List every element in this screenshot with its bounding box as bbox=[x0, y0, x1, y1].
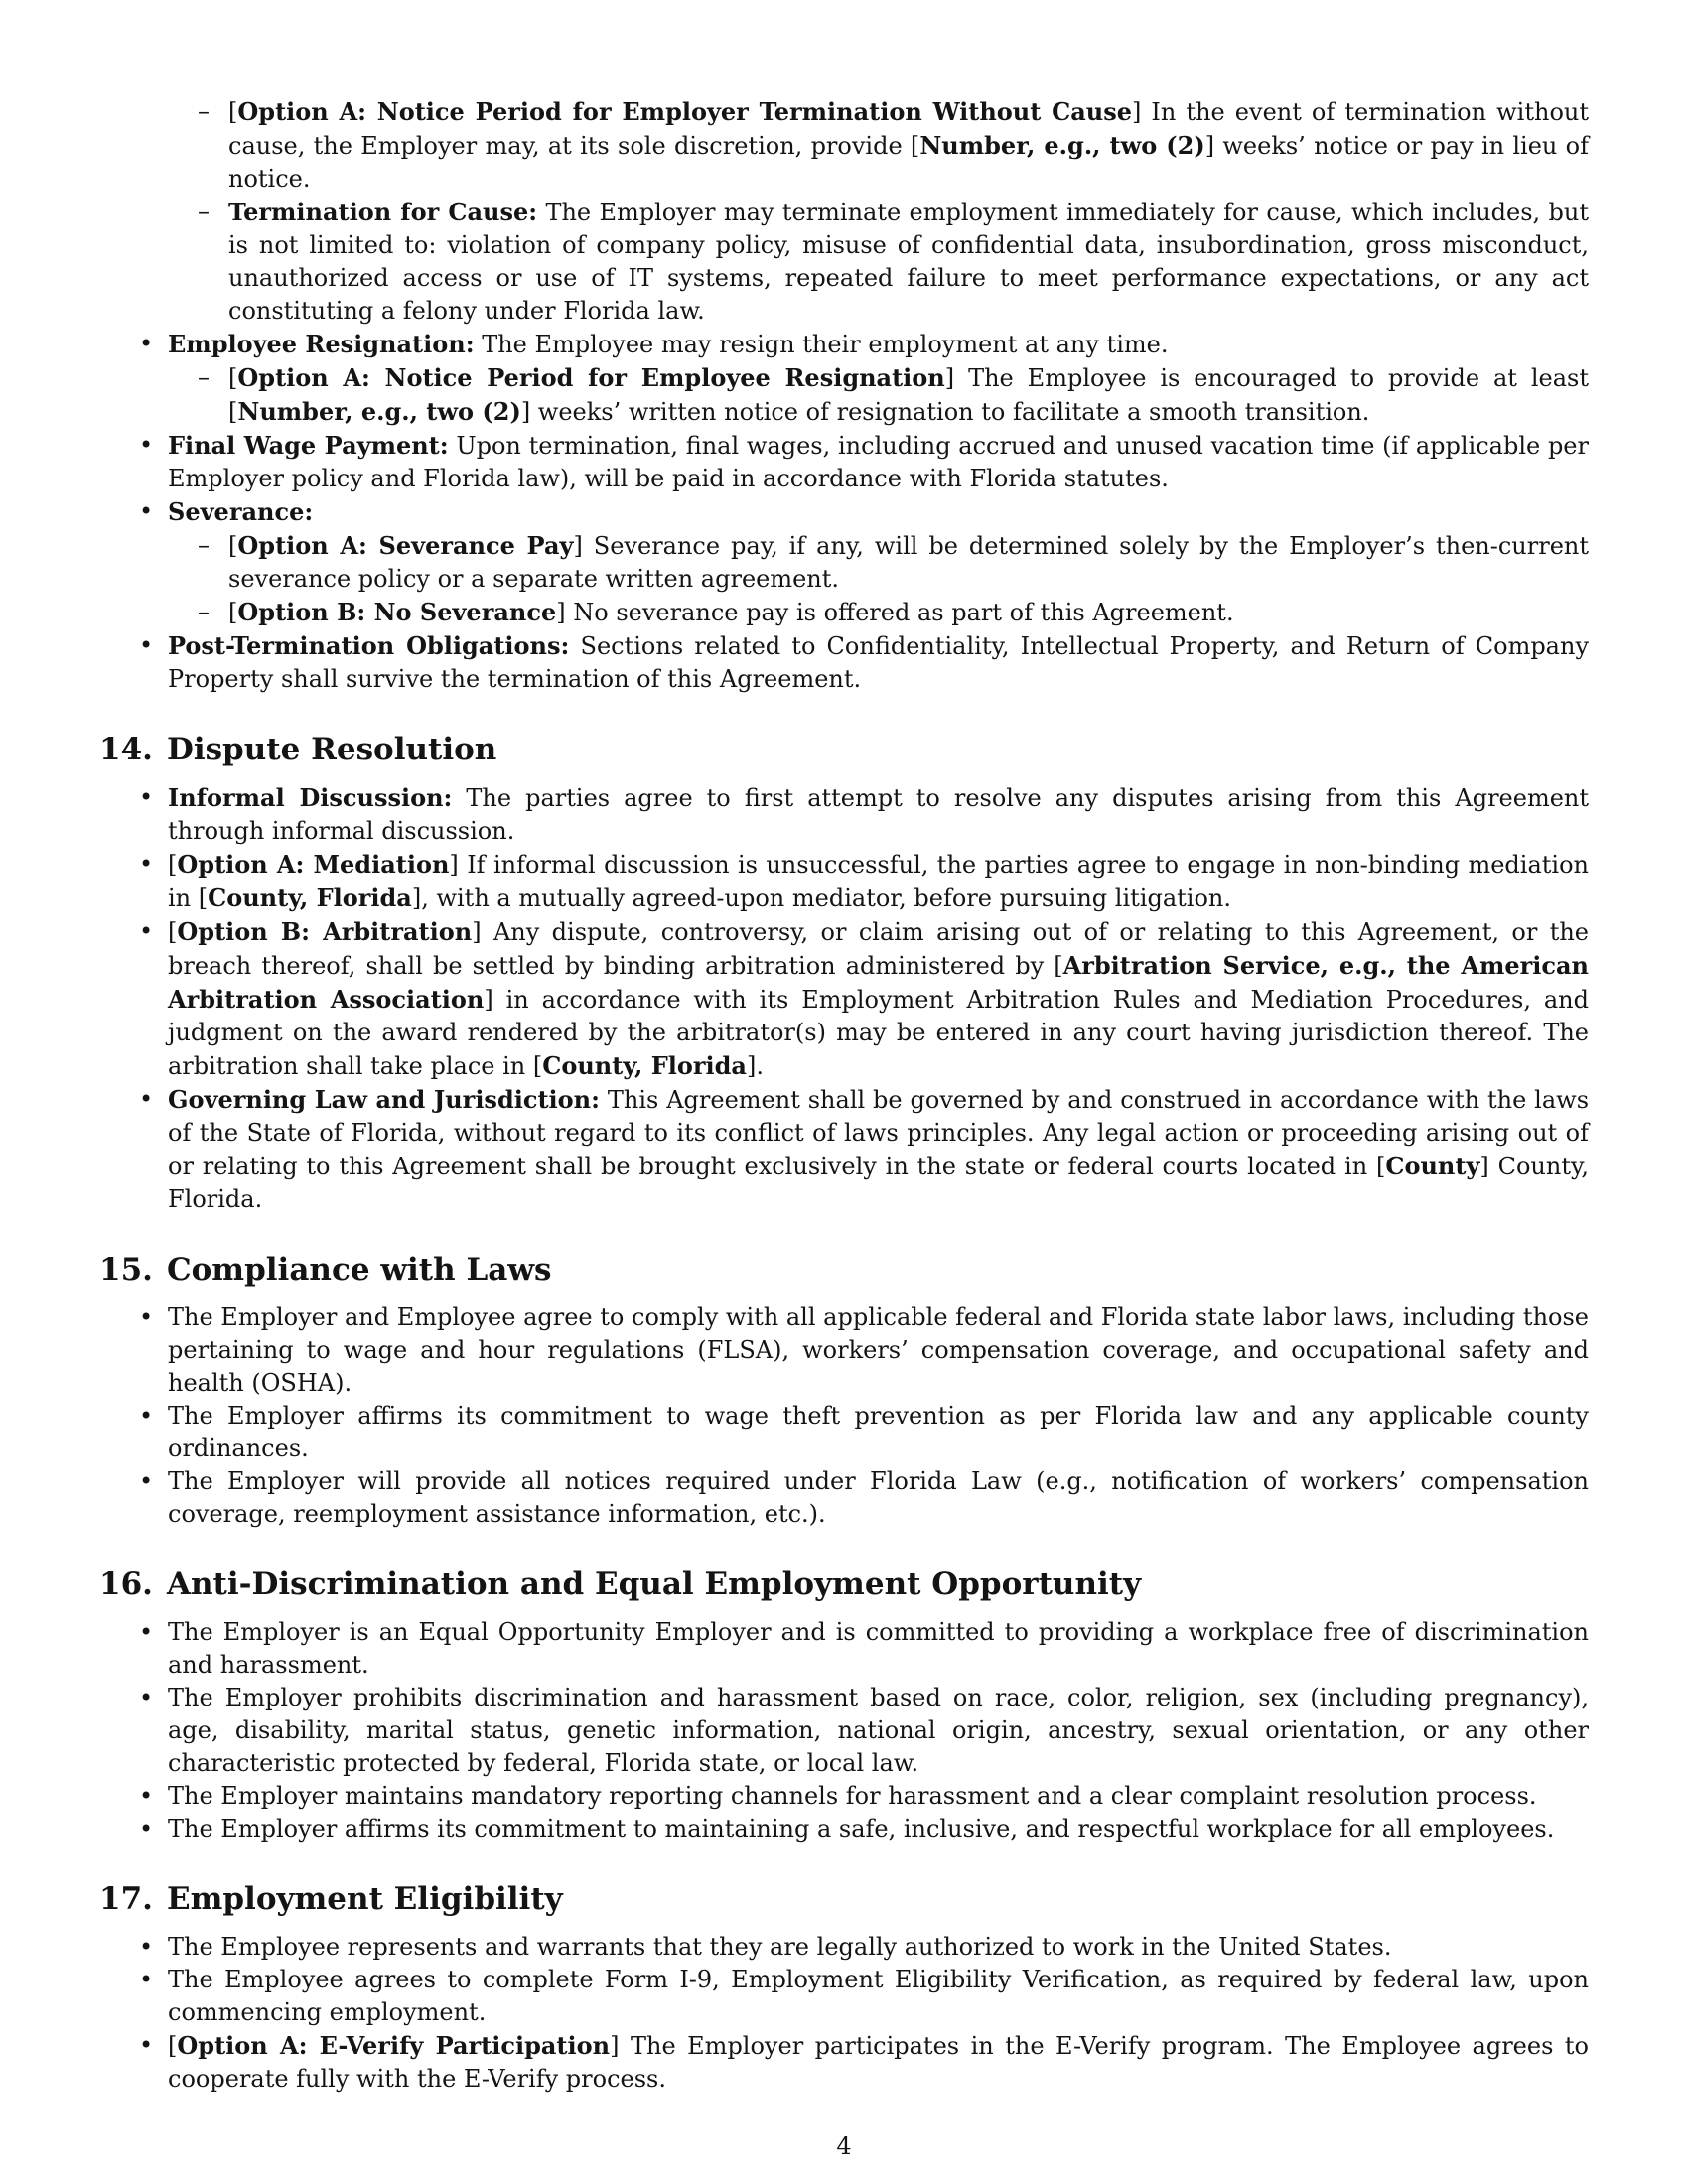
termination-list bbox=[99, 328, 1589, 696]
list-item: • The Employer and Employee agree to comply with all applicable federal and Florida state labor laws, including those pertaining to wage and hour regulations (FLSA), workers’ compensation coverage, and occupational safety and health (OSHA). bbox=[168, 1301, 1589, 1400]
list-item: • Governing Law and Jurisdiction: This Agreement shall be governed by and construed in accordance with the laws of the State of Florida, without regard to its conflict of laws principles. Any legal action or proceeding arising out of or relating to this Agreement shall be brought exclusively in the state or federal courts located in [County] County, Florida. bbox=[168, 1083, 1589, 1216]
list-item: • The Employer maintains mandatory reporting channels for harassment and a clear complaint resolution process. bbox=[168, 1780, 1589, 1813]
compliance-list bbox=[99, 1301, 1589, 1531]
section-heading: 16. Anti-Discrimination and Equal Employment Opportunity bbox=[99, 1567, 1142, 1602]
list-item: – [Option A: Notice Period for Employer Termination Without Cause] In the event of termination without cause, the Employer may, at its sole discretion, provide [Number, e.g., two (2)] weeks’ notice or pay in lieu of notice. bbox=[228, 95, 1589, 196]
list-item: • The Employer affirms its commitment to wage theft prevention as per Florida law and any applicable county ordinances. bbox=[168, 1400, 1589, 1465]
list-item: • The Employer prohibits discrimination and harassment based on race, color, religion, sex (including pregnancy), age, disability, marital status, genetic information, national origin, ancestry, sexual orientation, or any other characteristic protected by federal, Florida state, or local law. bbox=[168, 1682, 1589, 1780]
anti-discrimination-list bbox=[99, 1616, 1589, 1845]
list-item: • The Employee agrees to complete Form I-9, Employment Eligibility Verification, as required by federal law, upon commencing employment. bbox=[168, 1964, 1589, 2029]
list-item: – [Option B: No Severance] No severance pay is offered as part of this Agreement. bbox=[228, 596, 1589, 629]
list-item: – Termination for Cause: The Employer may terminate employment immediately for cause, which includes, but is not limited to: violation of company policy, misuse of confidential data, insubordination, gross misconduct, unauthorized access or use of IT systems, repeated failure to meet performance expectations, or any act constituting a felony under Florida law. bbox=[228, 196, 1589, 328]
list-item: – [Option A: Severance Pay] Severance pay, if any, will be determined solely by the Employer’s then-current severance policy or a separate written agreement. bbox=[228, 529, 1589, 596]
document-page bbox=[99, 95, 1589, 2096]
list-item: • [Option B: Arbitration] Any dispute, controversy, or claim arising out of or relating to this Agreement, or the breach thereof, shall be settled by binding arbitration administered by [Arbitration Service, e.g., the American Arbitration Association] in accordance with its Employment Arbitration Rules and Mediation Procedures, and judgment on the award rendered by the arbitrator(s) may be entered in any court having jurisdiction thereof. The arbitration shall take place in [County, Florida]. bbox=[168, 915, 1589, 1083]
list-item: • The Employee represents and warrants that they are legally authorized to work in the United States. bbox=[168, 1931, 1589, 1964]
list-item: • Final Wage Payment: Upon termination, final wages, including accrued and unused vacation time (if applicable per Employer policy and Florida law), will be paid in accordance with Florida statutes. bbox=[168, 429, 1589, 495]
list-item: • Post-Termination Obligations: Sections related to Confidentiality, Intellectual Property, and Return of Company Property shall survive the termination of this Agreement. bbox=[168, 629, 1589, 696]
eligibility-list bbox=[99, 1931, 1589, 2096]
list-item: • [Option A: Mediation] If informal discussion is unsuccessful, the parties agree to engage in non-binding mediation in [County, Florida], with a mutually agreed-upon mediator, before pursuing litigation. bbox=[168, 848, 1589, 915]
section-heading: 14. Dispute Resolution bbox=[99, 732, 497, 767]
list-item: • Employee Resignation: The Employee may resign their employment at any time. – [Option A: Notice Period for Employee Resignation] The Employee is encouraged to provide at least [Number, e.g., two (2)] weeks’ written notice of resignation to facilitate a smooth transition. bbox=[168, 328, 1589, 429]
list-item: – [Option A: Notice Period for Employee Resignation] The Employee is encouraged to provide at least [Number, e.g., two (2)] weeks’ written notice of resignation to facilitate a smooth transition. bbox=[228, 361, 1589, 429]
list-item: • The Employer will provide all notices required under Florida Law (e.g., notification of workers’ compensation coverage, reemployment assistance information, etc.). bbox=[168, 1465, 1589, 1531]
list-item: • Severance: – [Option A: Severance Pay] Severance pay, if any, will be determined solely by the Employer’s then-current severance policy or a separate written agreement. – [Option B: No Severance] No severance pay is offered as part of this Agreement. bbox=[168, 495, 1589, 629]
list-item: • The Employer is an Equal Opportunity Employer and is committed to providing a workplace free of discrimination and harassment. bbox=[168, 1616, 1589, 1682]
section-heading: 17. Employment Eligibility bbox=[99, 1881, 563, 1917]
termination-sublist bbox=[99, 95, 1589, 328]
page-number: 4 bbox=[836, 2132, 852, 2160]
list-item: • [Option A: E-Verify Participation] The Employer participates in the E-Verify program. The Employee agrees to cooperate fully with the E-Verify process. bbox=[168, 2029, 1589, 2096]
dispute-resolution-list bbox=[99, 781, 1589, 1216]
list-item: • The Employer affirms its commitment to maintaining a safe, inclusive, and respectful workplace for all employees. bbox=[168, 1813, 1589, 1845]
section-heading: 15. Compliance with Laws bbox=[99, 1252, 552, 1288]
list-item: • Informal Discussion: The parties agree to first attempt to resolve any disputes arising from this Agreement through informal discussion. bbox=[168, 781, 1589, 848]
